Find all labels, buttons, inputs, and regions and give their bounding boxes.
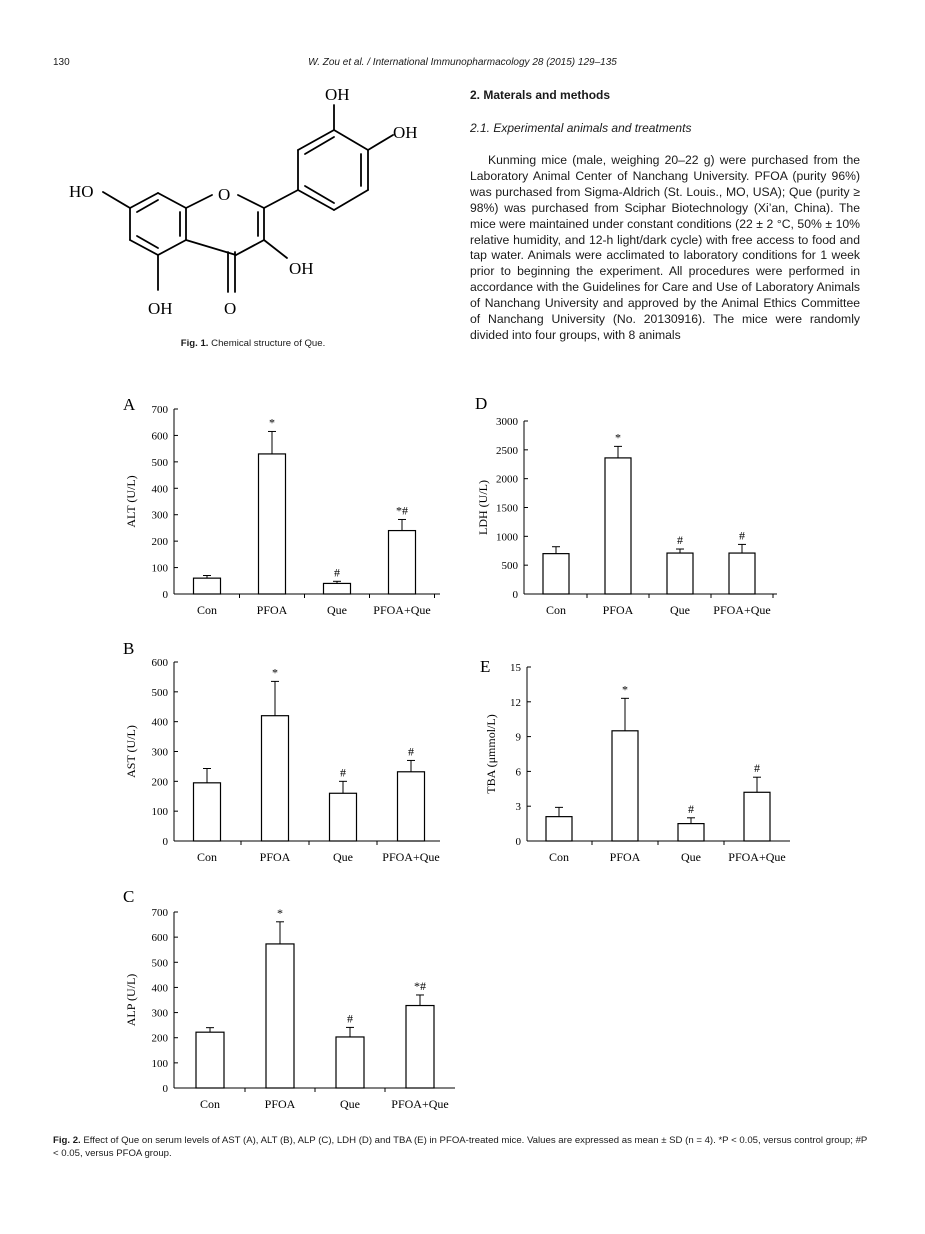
significance-mark-d: # xyxy=(677,533,683,548)
bar-b xyxy=(194,783,221,841)
bar-a xyxy=(194,578,221,594)
y-tick-label-e: 15 xyxy=(510,662,521,674)
chart-panel-b xyxy=(110,638,460,873)
significance-mark-e: # xyxy=(688,801,694,816)
x-tick-label-c: Que xyxy=(340,1097,360,1111)
y-tick-label-c: 300 xyxy=(151,1007,168,1020)
y-tick-label-c: 200 xyxy=(151,1032,168,1045)
panel-label-a: A xyxy=(123,395,136,414)
x-tick-label-b: Con xyxy=(196,850,218,864)
bar-a xyxy=(259,454,286,594)
y-axis-label-d: LDH (U/L) xyxy=(476,480,490,535)
bar-e xyxy=(546,817,572,841)
bar-d xyxy=(729,553,755,594)
section-heading: 2. Materals and methods xyxy=(470,88,611,102)
x-tick-label-a: Con xyxy=(196,603,218,617)
x-tick-label-d: PFOA xyxy=(602,603,634,617)
significance-mark-b: # xyxy=(340,765,346,780)
y-tick-label-b: 400 xyxy=(151,716,168,729)
chart-panel-c xyxy=(110,886,470,1121)
significance-mark-b: * xyxy=(272,665,278,680)
bar-b xyxy=(262,716,289,841)
x-tick-label-a: PFOA xyxy=(256,603,288,617)
bar-d xyxy=(667,553,693,594)
bar-d xyxy=(605,458,631,594)
x-tick-label-e: PFOA+Que xyxy=(728,850,786,864)
significance-mark-c: *# xyxy=(414,978,426,993)
y-tick-label-a: 100 xyxy=(151,562,168,575)
y-tick-label-a: 300 xyxy=(151,509,168,522)
x-tick-label-b: PFOA xyxy=(259,850,291,864)
atom-ho-7: HO xyxy=(69,182,94,201)
bar-a xyxy=(324,583,351,594)
subsection-heading: 2.1. Experimental animals and treatments xyxy=(470,121,692,135)
significance-mark-a: # xyxy=(334,565,340,580)
y-tick-label-d: 3000 xyxy=(496,416,518,428)
bar-e xyxy=(744,792,770,841)
y-tick-label-a: 0 xyxy=(162,589,168,601)
running-title: W. Zou et al. / International Immunopharmacology 28 (2015) 129–135 xyxy=(308,57,617,68)
y-tick-label-e: 6 xyxy=(515,766,521,779)
bar-c xyxy=(196,1032,224,1088)
significance-mark-e: # xyxy=(754,761,760,776)
y-tick-label-b: 100 xyxy=(151,806,168,819)
y-tick-label-b: 500 xyxy=(151,686,168,699)
y-tick-label-e: 3 xyxy=(515,801,521,814)
y-tick-label-a: 200 xyxy=(151,536,168,549)
figure2-caption-text: Effect of Que on serum levels of AST (A), ALT (B), ALP (C), LDH (D) and TBA (E) in PFOA-treated mice. Values are expressed as mean ± SD (n = 4). *P < 0.05, versus control group; #P < 0.05, versus PFOA group. xyxy=(53,1135,868,1159)
x-tick-label-d: PFOA+Que xyxy=(713,603,771,617)
y-tick-label-a: 600 xyxy=(151,430,168,443)
x-tick-label-c: Con xyxy=(199,1097,221,1111)
bar-b xyxy=(330,793,357,841)
y-tick-label-e: 9 xyxy=(515,731,521,744)
chart-svg-a xyxy=(110,392,460,627)
y-tick-label-a: 400 xyxy=(151,483,168,496)
chart-svg-e xyxy=(465,654,805,874)
bar-b xyxy=(398,772,425,841)
significance-mark-d: * xyxy=(615,430,621,445)
atom-carbonyl-oxygen: O xyxy=(224,299,237,318)
panel-label-e: E xyxy=(480,657,491,676)
atom-oh-3: OH xyxy=(289,259,314,278)
x-tick-label-e: Que xyxy=(681,850,701,864)
chart-svg-d xyxy=(465,392,795,627)
y-tick-label-e: 12 xyxy=(510,696,521,709)
y-axis-label-e: TBA (μmmol/L) xyxy=(484,714,498,794)
figure2-caption xyxy=(53,1135,868,1160)
y-tick-label-c: 100 xyxy=(151,1057,168,1070)
panel-label-d: D xyxy=(475,394,488,413)
significance-mark-a: *# xyxy=(396,503,408,518)
y-axis-label-a: ALT (U/L) xyxy=(124,475,138,528)
significance-mark-e: * xyxy=(622,682,628,697)
y-tick-label-d: 2000 xyxy=(496,473,518,486)
y-tick-label-d: 0 xyxy=(512,589,518,601)
y-tick-label-d: 2500 xyxy=(496,444,518,457)
chart-panel-e xyxy=(465,654,805,874)
y-tick-label-b: 0 xyxy=(162,836,168,848)
y-tick-label-a: 500 xyxy=(151,456,168,469)
y-tick-label-e: 0 xyxy=(515,836,521,848)
x-tick-label-c: PFOA+Que xyxy=(391,1097,449,1111)
significance-mark-d: # xyxy=(739,528,745,543)
panel-label-b: B xyxy=(123,639,135,658)
x-tick-label-e: Con xyxy=(548,850,570,864)
y-axis-label-b: AST (U/L) xyxy=(124,725,138,778)
page-number: 130 xyxy=(53,57,70,68)
figure2-caption-label: Fig. 2. xyxy=(53,1135,81,1146)
bar-e xyxy=(678,824,704,841)
chart-svg-c xyxy=(110,886,470,1121)
figure1-caption-text: Chemical structure of Que. xyxy=(211,338,326,349)
chart-svg-b xyxy=(110,638,460,873)
atom-ring-oxygen: O xyxy=(218,185,231,204)
figure1-caption-label: Fig. 1. xyxy=(180,338,209,349)
significance-mark-a: * xyxy=(269,415,275,430)
bar-e xyxy=(612,731,638,841)
bar-d xyxy=(543,554,569,594)
significance-mark-c: # xyxy=(347,1011,353,1026)
x-tick-label-a: PFOA+Que xyxy=(373,603,431,617)
bar-c xyxy=(336,1037,364,1088)
y-tick-label-c: 600 xyxy=(151,932,168,945)
x-tick-label-d: Que xyxy=(670,603,690,617)
y-tick-label-c: 500 xyxy=(151,957,168,970)
quercetin-structure xyxy=(55,80,455,325)
chart-panel-d xyxy=(465,392,795,627)
methods-paragraph: Kunming mice (male, weighing 20–22 g) were purchased from the Laboratory Animal Center of Nanchang University. PFOA (purity 96%) was purchased from Sigma-Aldrich (St. Louis., MO, USA); Que (purity ≥ 98%) was purchased from Sciphar Biotechnology (Xi’an, China). The mice were maintained under constant conditions (22 ± 2 °C, 50% ± 10% relative humidity, and 12-h light/dark cycle) with free access to food and tap water. Animals were acclimated to laboratory conditions for 1 week prior to beginning the experiment. All procedures were performed in accordance with the Guidelines for Care and Use of Laboratory Animals of Nanchang University and approved by the Animal Ethics Committee of Nanchang University (No. 20130916). The mice were randomly divided into four groups, with 8 animals xyxy=(470,153,860,342)
significance-mark-c: * xyxy=(277,905,283,920)
y-tick-label-b: 300 xyxy=(151,746,168,759)
chart-panel-a xyxy=(110,392,460,627)
significance-mark-b: # xyxy=(408,744,414,759)
y-tick-label-c: 700 xyxy=(151,907,168,919)
x-tick-label-d: Con xyxy=(545,603,567,617)
x-tick-label-b: PFOA+Que xyxy=(382,850,440,864)
y-tick-label-a: 700 xyxy=(151,404,168,416)
y-tick-label-d: 1500 xyxy=(496,502,518,515)
y-tick-label-d: 500 xyxy=(501,560,518,573)
y-axis-label-c: ALP (U/L) xyxy=(124,973,138,1027)
figure1-caption xyxy=(53,338,453,351)
bar-c xyxy=(406,1006,434,1088)
y-tick-label-c: 400 xyxy=(151,982,168,995)
x-tick-label-a: Que xyxy=(327,603,347,617)
x-tick-label-c: PFOA xyxy=(264,1097,296,1111)
atom-oh-5: OH xyxy=(148,299,173,318)
bar-a xyxy=(389,531,416,594)
atom-oh-4prime: OH xyxy=(393,123,418,142)
x-tick-label-e: PFOA xyxy=(609,850,641,864)
x-tick-label-b: Que xyxy=(333,850,353,864)
y-tick-label-d: 1000 xyxy=(496,531,518,544)
atom-oh-3prime: OH xyxy=(325,85,350,104)
y-tick-label-b: 200 xyxy=(151,776,168,789)
y-tick-label-b: 600 xyxy=(151,657,168,669)
panel-label-c: C xyxy=(123,887,135,906)
bar-c xyxy=(266,944,294,1088)
y-tick-label-c: 0 xyxy=(162,1083,168,1095)
